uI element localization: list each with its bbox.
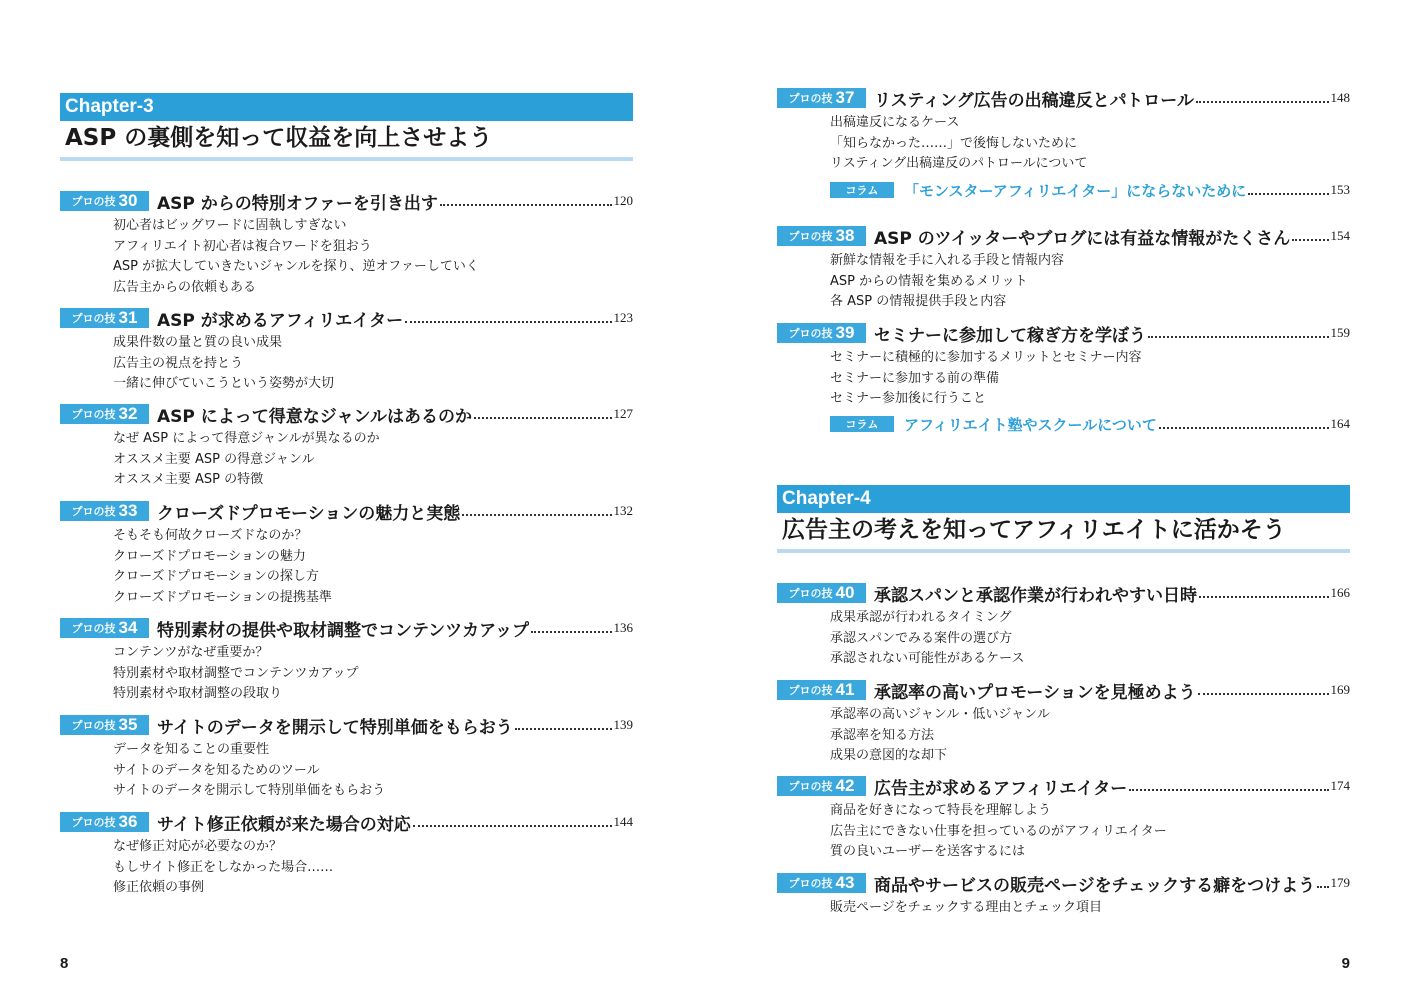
chapter-label: Chapter-3 [60,93,633,121]
subtopic: 販売ページをチェックする理由とチェック項目 [830,900,1102,915]
dot-leader [1198,693,1329,695]
entry-title[interactable]: クローズドプロモーションの魅力と実態 [157,503,461,524]
subtopic: 広告主からの依頼もある [113,279,257,295]
chapter-4-header [777,485,1350,553]
subtopic: アフィリエイト初心者は複合ワードを狙おう [113,238,372,254]
column-entry-2[interactable] [830,414,1350,434]
subtopic: クローズドプロモーションの提携基準 [113,589,332,605]
subtopic: 一緒に伸びていこうという姿勢が大切 [113,376,335,391]
column-title[interactable]: 「モンスターアフィリエイター」にならないために [904,181,1247,200]
subtopic: ASP からの情報を集めるメリット [830,273,1028,289]
tip-badge: プロの技 34 [60,618,149,638]
subtopic: 成果件数の量と質の良い成果 [113,335,283,350]
toc-entry-39[interactable] [777,322,1350,410]
page-number: 169 [1330,682,1350,697]
subtopic: 承認されない可能性があるケース [830,651,1025,666]
page-number: 144 [613,814,633,829]
dot-leader [531,631,612,633]
entry-title[interactable]: 承認スパンと承認作業が行われやすい日時 [874,585,1197,606]
page-number: 132 [613,503,633,518]
tip-badge: プロの技 36 [60,812,149,832]
tip-badge: プロの技 39 [777,323,866,343]
subtopic: 広告主にできない仕事を担っているのがアフィリエイター [830,823,1167,839]
entry-title[interactable]: 広告主が求めるアフィリエイター [874,778,1128,799]
subtopic: サイトのデータを知るためのツール [113,762,320,778]
entry-title[interactable]: サイトのデータを開示して特別単価をもらおう [157,717,513,738]
chapter-3-header [60,93,633,161]
page-number: 127 [613,406,633,421]
subtopic-list [830,801,1350,863]
tip-badge: プロの技 35 [60,715,149,735]
dot-leader [462,514,611,516]
subtopic-list [113,740,633,802]
subtopic: 承認スパンでみる案件の選び方 [830,630,1013,646]
tip-badge: プロの技 42 [777,776,866,796]
page-number: 123 [613,310,633,325]
toc-entry-37[interactable] [777,87,1350,175]
subtopic-list [830,251,1350,313]
page-number: 153 [1330,182,1350,197]
subtopic: 修正依頼の事例 [113,880,205,895]
page-number: 174 [1330,778,1350,793]
subtopic: 成果の意図的な却下 [830,748,948,763]
dot-leader [413,825,612,827]
entry-title[interactable]: 承認率の高いプロモーションを見極めよう [874,682,1196,703]
entry-title[interactable]: ASP からの特別オファーを引き出す [157,193,438,214]
subtopic-list [830,113,1350,175]
page-number: 139 [613,717,633,732]
page-folio-right: 9 [1341,955,1350,972]
subtopic: なぜ修正対応が必要なのか？ [113,839,283,854]
dot-leader [1148,336,1329,338]
entry-title[interactable]: ASP によって得意なジャンルはあるのか [157,406,473,427]
entry-title[interactable]: リスティング広告の出稿違反とパトロール [874,90,1194,111]
subtopic: 質の良いユーザーを送客するには [830,844,1026,859]
entry-title[interactable]: 商品やサービスの販売ページをチェックする癖をつけよう [874,875,1316,896]
subtopic: なぜ ASP によって得意ジャンルが異なるのか [113,431,380,446]
dot-leader [515,728,612,730]
tip-badge: プロの技 43 [777,873,866,893]
subtopic-list [113,333,633,395]
toc-entry-30[interactable] [60,190,633,298]
subtopic-list [113,526,633,608]
subtopic-list [830,898,1350,919]
right-page [777,0,1350,1000]
subtopic-list [830,608,1350,670]
subtopic: 新鮮な情報を手に入れる手段と情報内容 [830,253,1065,268]
page-number: 159 [1330,325,1350,340]
dot-leader [440,204,612,206]
subtopic: セミナー参加後に行うこと [830,391,987,406]
toc-entry-34[interactable] [60,617,633,705]
subtopic: コンテンツがなぜ重要か？ [113,645,269,660]
chapter-rule [60,157,633,161]
subtopic: サイトのデータを開示して特別単価をもらおう [113,783,386,798]
toc-entry-40[interactable] [777,582,1350,670]
subtopic: 広告主の視点を持とう [113,355,244,371]
column-badge: コラム [830,182,894,198]
column-badge: コラム [830,416,894,432]
tip-badge: プロの技 38 [777,226,866,246]
page-number: 120 [613,193,633,208]
toc-entry-38[interactable] [777,225,1350,313]
subtopic-list [113,429,633,491]
tip-badge: プロの技 30 [60,191,149,211]
dot-leader [1317,886,1328,888]
subtopic: 特別素材や取材調整の段取り [113,686,283,701]
page-folio-left: 8 [60,955,69,972]
entry-title[interactable]: セミナーに参加して稼ぎ方を学ぼう [874,325,1146,346]
subtopic-list [830,705,1350,767]
subtopic: もしサイト修正をしなかった場合…… [113,859,334,875]
page-number: 148 [1330,90,1350,105]
dot-leader [1199,596,1329,598]
subtopic: クローズドプロモーションの魅力 [113,548,306,564]
subtopic: オススメ主要 ASP の得意ジャンル [113,451,315,467]
page-number: 164 [1330,416,1350,431]
dot-leader [1248,193,1328,195]
tip-badge: プロの技 32 [60,404,149,424]
column-title[interactable]: アフィリエイト塾やスクールについて [904,415,1157,434]
subtopic: 初心者はビッグワードに固執しすぎない [113,218,347,233]
entry-title[interactable]: 特別素材の提供や取材調整でコンテンツカアップ [157,620,529,641]
page-number: 154 [1330,228,1350,243]
subtopic: クローズドプロモーションの探し方 [113,569,319,584]
tip-badge: プロの技 41 [777,680,866,700]
toc-entry-32[interactable] [60,403,633,491]
entry-title[interactable]: サイト修正依頼が来た場合の対応 [157,814,411,835]
toc-entry-41[interactable] [777,679,1350,767]
subtopic: データを知ることの重要性 [113,742,270,757]
chapter-label: Chapter-4 [777,485,1350,513]
chapter-title: ASP の裏側を知って収益を向上させよう [65,125,493,151]
tip-badge: プロの技 31 [60,308,149,328]
dot-leader [474,417,611,419]
subtopic-list [113,216,633,298]
subtopic: 「知らなかった……」で後悔しないために [830,135,1078,151]
subtopic: セミナーに参加する前の準備 [830,370,1000,386]
subtopic: そもそも何故クローズドなのか？ [113,528,308,543]
subtopic: オススメ主要 ASP の特徴 [113,472,264,487]
toc-entry-42[interactable] [777,775,1350,863]
entry-title[interactable]: ASP が求めるアフィリエイター [157,310,404,331]
tip-badge: プロの技 33 [60,501,149,521]
toc-entry-43[interactable] [777,872,1350,919]
subtopic: リスティング出稿違反のパトロールについて [830,156,1088,171]
subtopic: 各 ASP の情報提供手段と内容 [830,294,1007,309]
left-page [60,0,633,1000]
dot-leader [1196,101,1329,103]
chapter-title: 広告主の考えを知ってアフィリエイトに活かそう [782,517,1286,543]
chapter-rule [777,549,1350,553]
subtopic-list [113,643,633,705]
dot-leader [1159,427,1329,429]
entry-title[interactable]: ASP のツイッターやブログには有益な情報がたくさん [874,228,1291,249]
subtopic: 承認率を知る方法 [830,727,935,743]
dot-leader [1129,789,1328,791]
toc-entry-31[interactable] [60,307,633,395]
subtopic: 特別素材や取材調整でコンテンツカアップ [113,665,359,681]
toc-entry-36[interactable] [60,811,633,899]
subtopic: 商品を好きになって特長を理解しよう [830,803,1052,818]
page-number: 179 [1330,875,1350,890]
page-number: 166 [1330,585,1350,600]
subtopic: 出稿違反になるケース [830,115,960,130]
tip-badge: プロの技 37 [777,88,866,108]
toc-entry-35[interactable] [60,714,633,802]
dot-leader [405,321,611,323]
subtopic: ASP が拡大していきたいジャンルを探り、逆オファーしていく [113,259,479,274]
column-entry-1[interactable] [830,180,1350,200]
subtopic-list [113,837,633,899]
subtopic: 成果承認が行われるタイミング [830,610,1012,625]
subtopic: 承認率の高いジャンル・低いジャンル [830,707,1050,722]
page-number: 136 [613,620,633,635]
subtopic: セミナーに積極的に参加するメリットとセミナー内容 [830,350,1142,365]
subtopic-list [830,348,1350,410]
dot-leader [1292,239,1328,241]
tip-badge: プロの技 40 [777,583,866,603]
toc-entry-33[interactable] [60,500,633,608]
